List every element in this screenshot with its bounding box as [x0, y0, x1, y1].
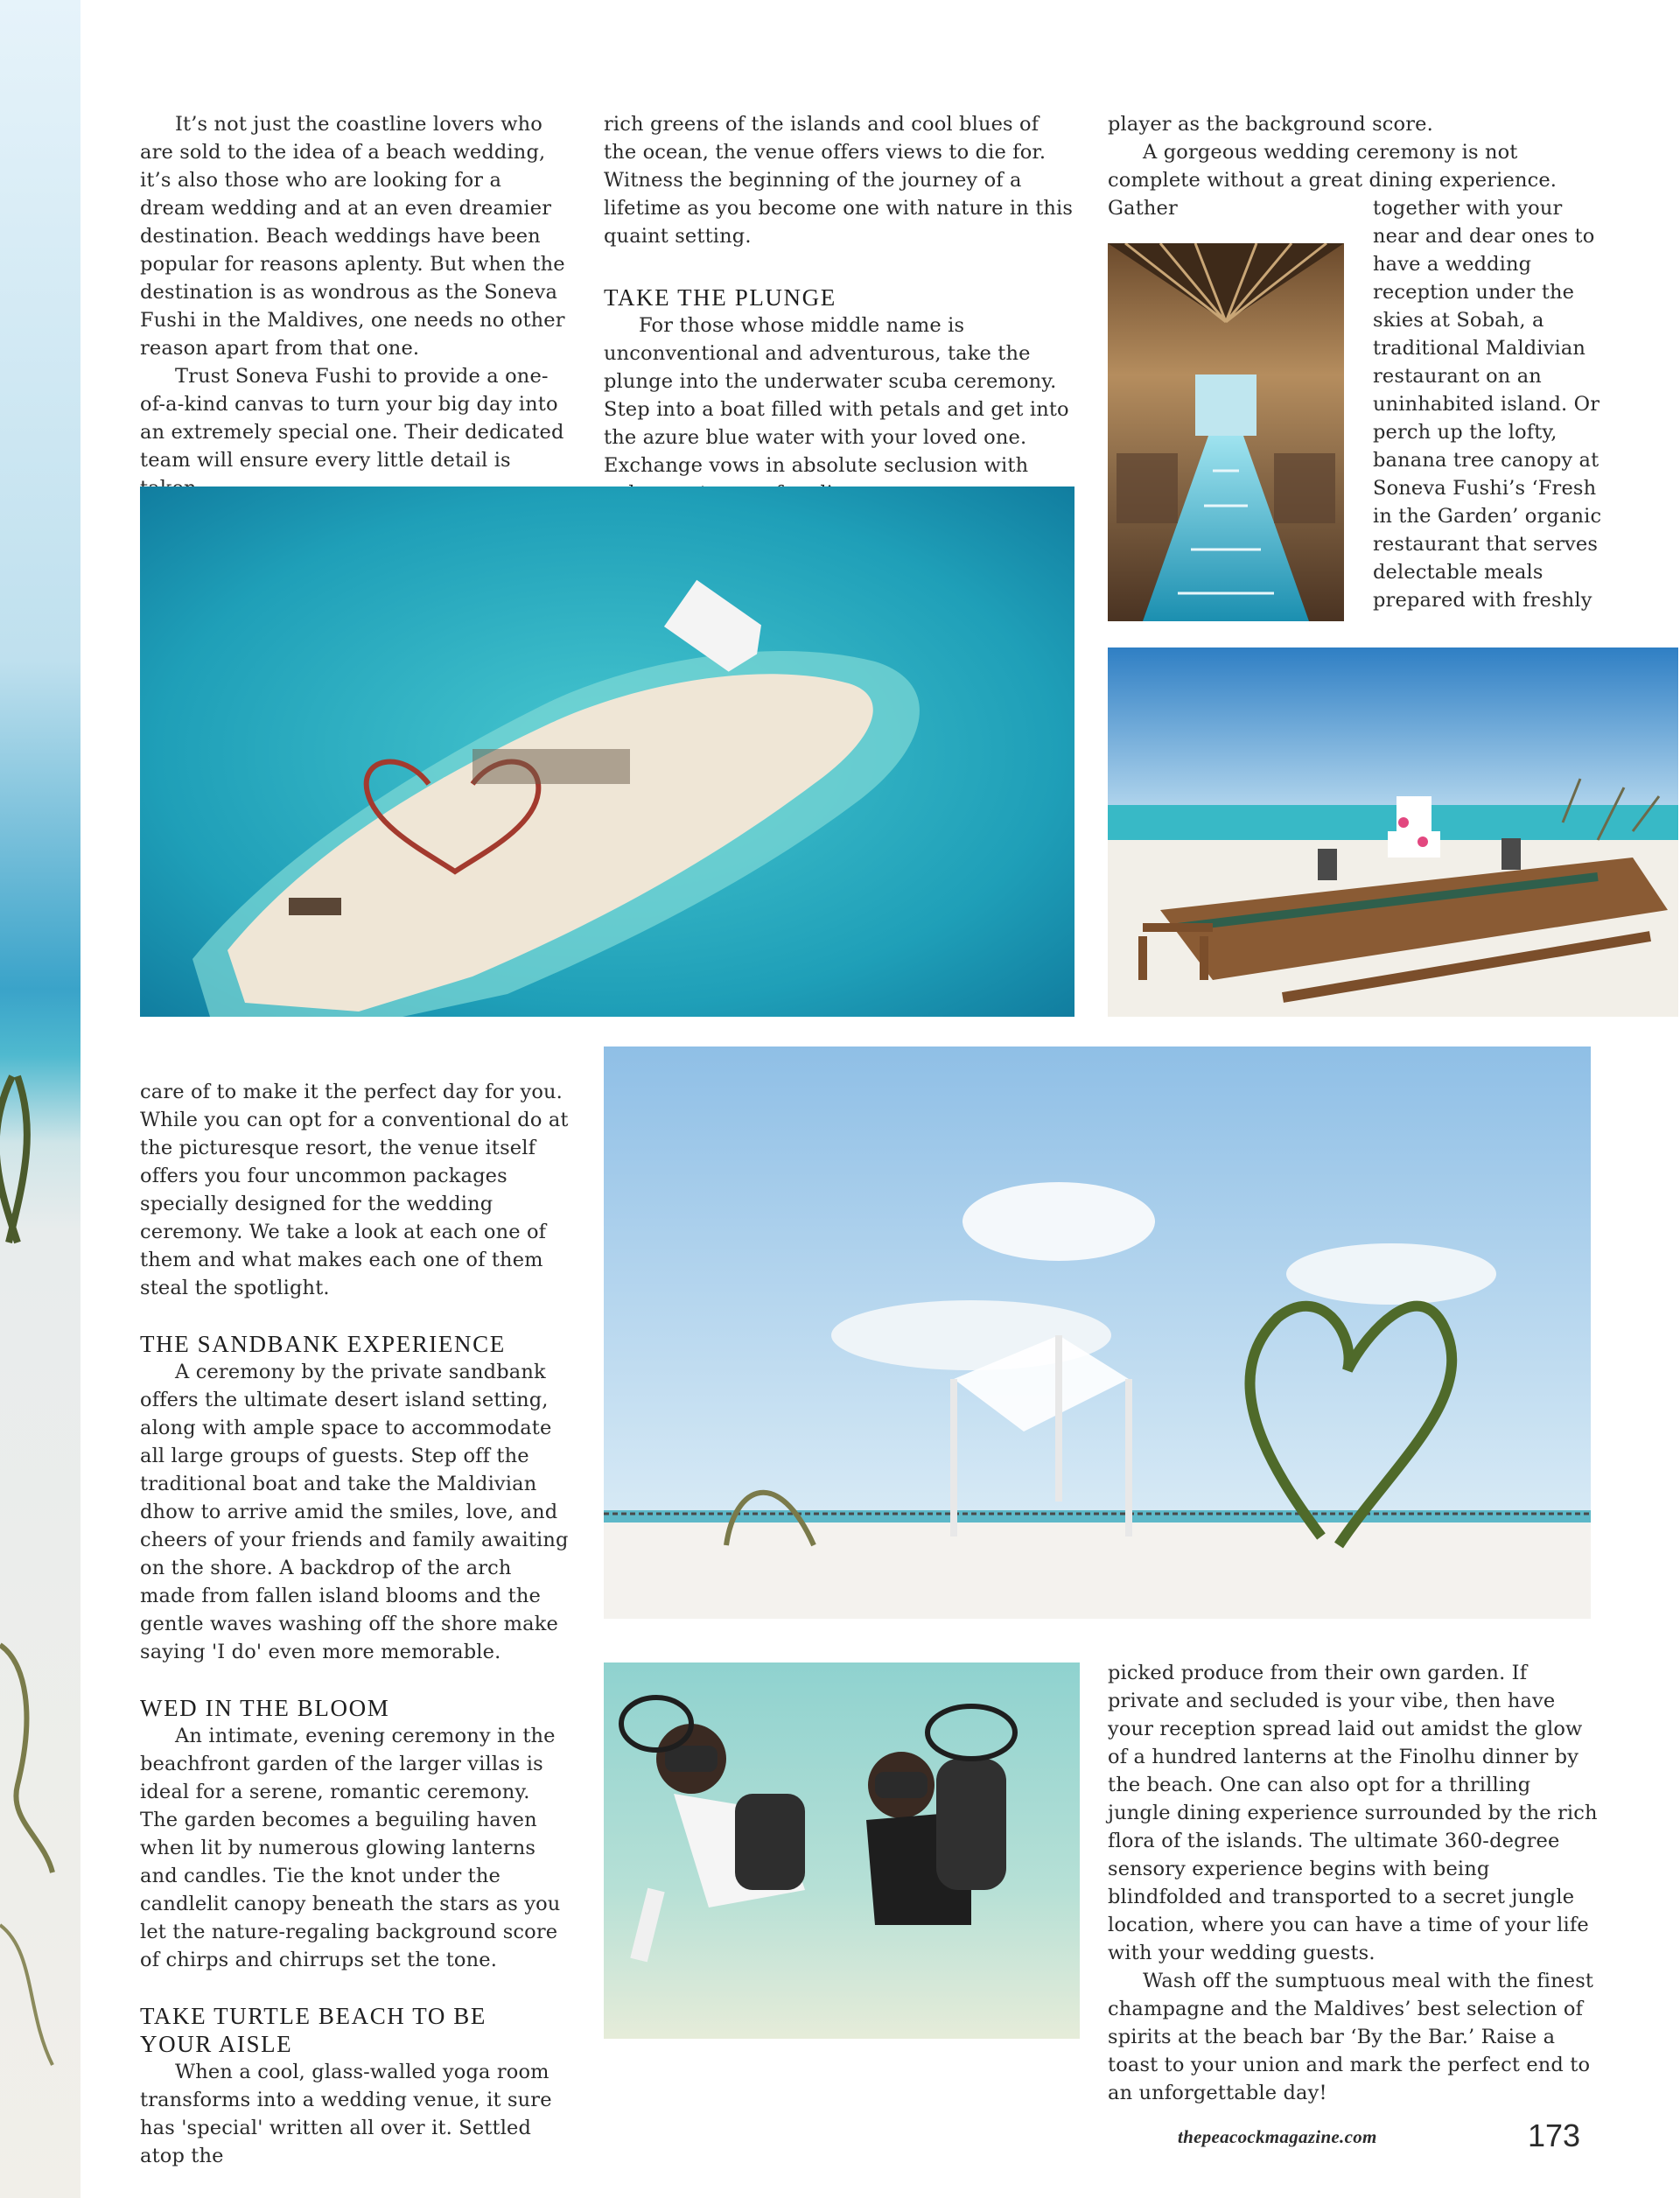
- sandbank-experience-body: A ceremony by the private sandbank offers the ultimate desert island setting, along with ample space to accommodate all large groups of guests. Step off the traditional boat and take the Maldivian dhow to arrive amid the smiles, love, and cheers of your friends and family awaiting on the shore. A backdrop of the arch made from fallen island blooms and the gentle waves washing off the shore make saying 'I do' even more memorable.: [140, 1361, 569, 1663]
- aerial-sandbank-photo: [140, 486, 1074, 1017]
- heart-arch-beach-photo: [604, 1046, 1591, 1619]
- column-2-top: [604, 110, 1076, 508]
- underwater-scuba-couple-photo: [604, 1662, 1080, 2039]
- intro-paragraph-2-end: care of to make it the perfect day for you. While you can opt for a conventional do at the picturesque resort, the venue itself offers you four uncommon packages specially designed for the wedding ceremony. We take a look at each one of them and what makes each one of them steal the spotlight.: [140, 1081, 569, 1299]
- page-number: 173: [1528, 2118, 1581, 2153]
- take-the-plunge-body: For those whose middle name is unconventional and adventurous, take the plunge into the underwater scuba ceremony. Step into a boat filled with petals and get into the azure blue water with your loved one. Exchange vows in absolute seclusion with: [604, 314, 1069, 477]
- intro-paragraph-2-start: Trust Soneva Fushi to provide a one-of-a-kind canvas to turn your big day into an extremely special one. Their dedicated team will ensure every little detail is: [140, 365, 564, 472]
- intro-paragraph-1: It’s not just the coastline lovers who are sold to the idea of a beach wedding, it’s also those who are looking for a dream wedding and at an even dreamier destination. Beach weddings have been popular for reasons aplenty. But when the destination is as wondrous as the Soneva Fushi in the Maldives, one needs no other reason apart from that one.: [140, 113, 565, 360]
- dining-paragraph-middle: together with your near and dear ones to have a wedding reception under the skies at Sobah, a traditional Maldivian restaurant on an uninhabited island. Or perch up the lofty, banana tree canopy at Soneva Fushi’s ‘Fresh in the Garden’ organic restaurant that serves delectable meals prepared with freshly: [1373, 197, 1602, 612]
- column-3-bottom: [1108, 1659, 1598, 2107]
- column-3-narrow: [1373, 194, 1602, 614]
- column-1-top: [140, 110, 570, 502]
- sandbank-experience-heading: THE SANDBANK EXPERIENCE: [140, 1331, 506, 1357]
- left-edge-photo-strip: [0, 0, 86, 2198]
- take-the-plunge-heading: TAKE THE PLUNGE: [604, 284, 836, 311]
- turtle-beach-body: When a cool, glass-walled yoga room transforms into a wedding venue, it sure has 'special' written all over it. Settled atop the: [140, 2061, 552, 2167]
- column-1-middle: [140, 1078, 570, 2170]
- wed-in-the-bloom-heading: WED IN THE BLOOM: [140, 1695, 390, 1721]
- dining-paragraph-start: A gorgeous wedding ceremony is not complete without a great dining experience. Gather: [1108, 141, 1558, 220]
- magazine-website: thepeacockmagazine.com: [1178, 2126, 1377, 2147]
- turtle-beach-heading: TAKE TURTLE BEACH TO BE YOUR AISLE: [140, 2003, 487, 2057]
- by-the-bar-paragraph: Wash off the sumptuous meal with the finest champagne and the Maldives’ best selection of spirits at the beach bar ‘By the Bar.’ Raise a toast to your union and mark the perfect end to an unforgettable day!: [1108, 1970, 1594, 2104]
- dining-paragraph-end: picked produce from their own garden. If private and secluded is your vibe, then have your reception spread laid out amidst the glow of a hundred lanterns at the Finolhu dinner by the beach. One can also opt for a thrilling jungle dining experience surrounded by the rich flora of the islands. The ultimate 360-degree sensory experience begins with being blindfolded and transported to a secret jungle location, where you can have a time of your life with your wedding guests.: [1108, 1662, 1598, 1964]
- turtle-beach-continued: rich greens of the islands and cool blues of the ocean, the venue offers views to die for. Witness the beginning of the journey of a lifetime as you become one with nature in this quaint setting.: [604, 113, 1074, 248]
- restaurant-interior-photo: [1108, 243, 1344, 621]
- beach-dining-table-photo: [1108, 648, 1678, 1017]
- take-the-plunge-continued: player as the background score.: [1108, 113, 1433, 136]
- wed-in-the-bloom-body: An intimate, evening ceremony in the beachfront garden of the larger villas is ideal for a serene, romantic ceremony. The garden becomes a beguiling haven when lit by numerous glowing lanterns and candles. Tie the knot under the candlelit canopy beneath the stars as you let the nature-regaling background score of chirps and chirrups set the tone.: [140, 1725, 561, 1971]
